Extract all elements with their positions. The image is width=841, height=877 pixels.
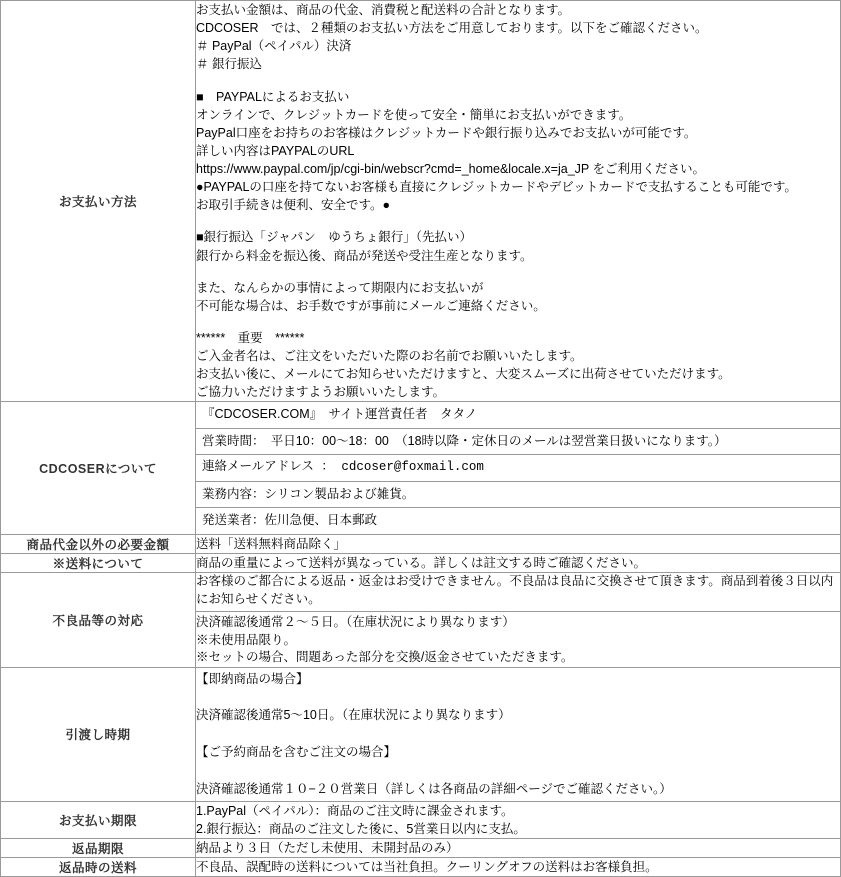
row-value-delivery-time bbox=[196, 667, 841, 801]
table-row bbox=[1, 667, 841, 801]
spacer bbox=[196, 727, 840, 741]
text-line: 1.PayPal（ペイパル）：商品のご注文時に課金されます。 bbox=[196, 803, 514, 818]
row-value-return-shipping: 不良品、誤配時の送料については当社負担。クーリングオフの送料はお客様負担。 bbox=[196, 858, 841, 877]
row-value-defective-handling bbox=[196, 573, 841, 668]
table-row bbox=[1, 402, 841, 535]
table-row bbox=[1, 801, 841, 838]
table-row bbox=[1, 858, 841, 877]
text-line: 【即納商品の場合】 bbox=[196, 671, 309, 686]
sub-row-list bbox=[196, 402, 840, 534]
text-line: ※未使用品限り。 bbox=[196, 632, 297, 647]
spacer bbox=[196, 214, 840, 228]
list-item: 『CDCOSER.COM』 サイト運営責任者 タタノ bbox=[196, 402, 840, 429]
text-line: CDCOSER では、２種類のお支払い方法をご用意しております。以下をご確認ください。 bbox=[196, 21, 708, 36]
text-line: ＃ 銀行振込 bbox=[196, 57, 262, 72]
row-label-return-deadline: 返品期限 bbox=[1, 838, 196, 857]
table-row bbox=[1, 1, 841, 402]
text-line: お取引手続きは便利、安全です。● bbox=[196, 198, 391, 213]
text-line: 決済確認後通常１０−２０営業日（詳しくは各商品の詳細ページでご確認ください。） bbox=[196, 781, 672, 796]
text-line: また、なんらかの事情によって期限内にお支払いが bbox=[196, 280, 484, 295]
table-row bbox=[1, 534, 841, 553]
text-line: ご入金者名は、ご注文をいただいた際のお名前でお願いいたします。 bbox=[196, 349, 583, 363]
text-line: 銀行から料金を振込後、商品が発送や受注生産となります。 bbox=[196, 248, 533, 263]
row-value-shipping-fee: 商品の重量によって送料が異なっている。詳しくは註文する時ご確認ください。 bbox=[196, 554, 841, 573]
text-line: お支払い金額は、商品の代金、消費税と配送料の合計となります。 bbox=[196, 3, 571, 17]
row-label-extra-charges: 商品代金以外の必要金額 bbox=[1, 534, 196, 553]
text-line: オンラインで、クレジットカードを使って安全・簡単にお支払いができます。 bbox=[196, 107, 632, 122]
spacer bbox=[196, 74, 840, 88]
spacer bbox=[196, 265, 840, 279]
table-body bbox=[1, 1, 841, 877]
text-line: 【ご予約商品を含むご注文の場合】 bbox=[196, 745, 397, 760]
text-line: ****** 重要 ****** bbox=[196, 330, 305, 345]
row-label-payment-method: お支払い方法 bbox=[1, 1, 196, 402]
row-value-about-cdcoser bbox=[196, 402, 841, 535]
list-item: 発送業者：佐川急便、日本郵政 bbox=[202, 513, 378, 528]
text-line: ご協力いただけますようお願いいたします。 bbox=[196, 385, 446, 400]
row-value-extra-charges: 送料「送料無料商品除く」 bbox=[196, 534, 841, 553]
row-label-delivery-time: 引渡し時期 bbox=[1, 667, 196, 801]
row-value-payment-deadline bbox=[196, 801, 841, 838]
text-line: ■銀行振込「ジャパン ゆうちょ銀行」（先払い） bbox=[196, 230, 473, 245]
list-item: 業務内容：シリコン製品および雑貨。 bbox=[196, 482, 840, 509]
spacer bbox=[196, 764, 840, 778]
text-line: 詳しい内容はPAYPALのURL bbox=[196, 143, 355, 158]
row-label-about-cdcoser: CDCOSERについて bbox=[1, 402, 196, 535]
text-line: 不可能な場合は、お手数ですが事前にメールご連絡ください。 bbox=[196, 298, 546, 313]
table-row bbox=[1, 573, 841, 668]
table-row bbox=[1, 554, 841, 573]
list-item-email: 連絡メールアドレス ： cdcoser@foxmail.com bbox=[196, 455, 840, 482]
divider bbox=[196, 611, 840, 612]
row-value-return-deadline: 納品より３日（ただし未使用、未開封品のみ） bbox=[196, 838, 841, 857]
text-line: ■ PAYPALによるお支払い bbox=[196, 89, 350, 104]
text-line: PayPal口座をお持ちのお客様はクレジットカードや銀行振り込みでお支払いが可能です。 bbox=[196, 125, 697, 140]
text-line: ＃ PayPal（ペイパル）決済 bbox=[196, 39, 352, 54]
row-value-payment-method bbox=[196, 1, 841, 402]
list-item: 営業時間： 平日10：00〜18：00 （18時以降・定休日のメールは翌営業日扱いになります。） bbox=[196, 429, 840, 456]
spacer bbox=[196, 315, 840, 329]
paypal-url-line: https://www.paypal.com/jp/cgi-bin/webscr?cmd=_home&locale.x=ja_JP をご利用ください。 bbox=[196, 162, 705, 176]
row-label-shipping-fee: ※送料について bbox=[1, 554, 196, 573]
text-line: ※セットの場合、問題あった部分を交換/返金させていただきます。 bbox=[196, 650, 574, 665]
text-line: ●PAYPALの口座を持てないお客様も直接にクレジットカードやデビットカードで支払することも可能です。 bbox=[196, 180, 797, 195]
text-line: お客様のご都合による返品・返金はお受けできません。不良品は良品に交換させて頂きます。商品到着後３日以内にお知らせください。 bbox=[196, 574, 834, 606]
text-line: 2.銀行振込：商品のご注文した後に、5営業日以内に支払。 bbox=[196, 821, 526, 836]
text-line: お支払い後に、メールにてお知らせいただけますと、大変スムーズに出荷させていただけます。 bbox=[196, 367, 731, 382]
row-label-return-shipping: 返品時の送料 bbox=[1, 858, 196, 877]
row-label-payment-deadline: お支払い期限 bbox=[1, 801, 196, 838]
text-line: 決済確認後通常２〜５日。（在庫状況により異なります） bbox=[196, 615, 515, 630]
table-row bbox=[1, 838, 841, 857]
row-label-defective-handling: 不良品等の対応 bbox=[1, 573, 196, 668]
spacer bbox=[196, 690, 840, 704]
text-line: 決済確認後通常5〜10日。（在庫状況により異なります） bbox=[196, 708, 511, 723]
